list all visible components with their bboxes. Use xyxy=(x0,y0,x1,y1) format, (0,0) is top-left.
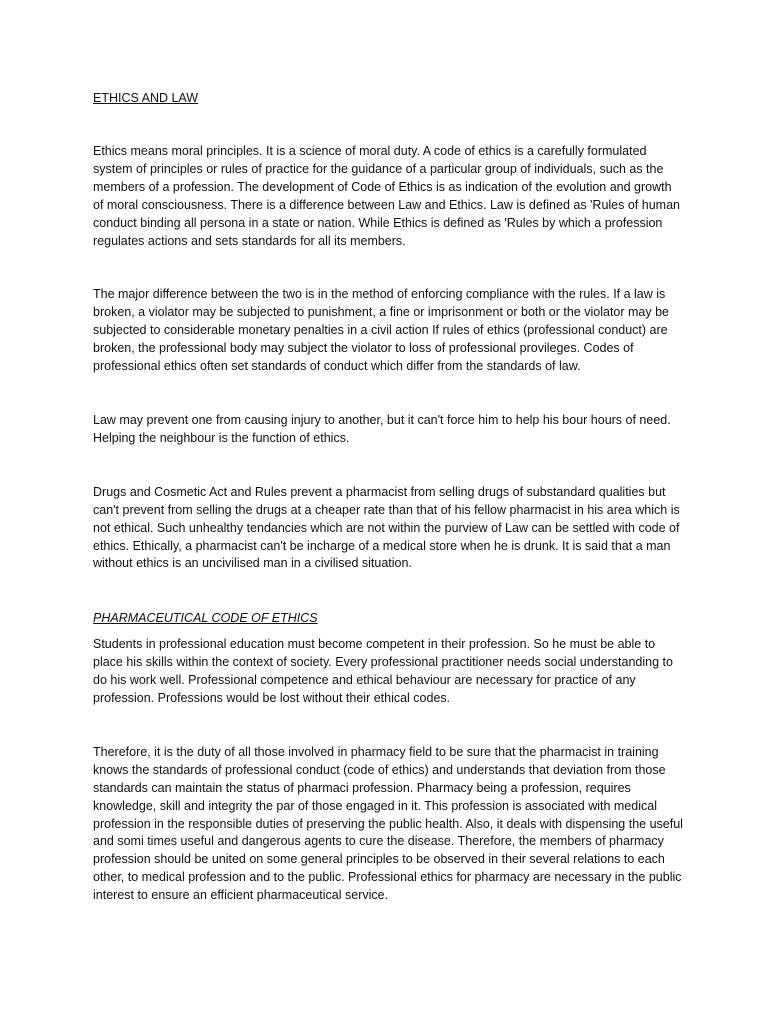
heading-ethics-and-law: ETHICS AND LAW xyxy=(93,91,199,105)
paragraph-law-limitation: Law may prevent one from causing injury to another, but it can't force him to help his bour hours of need. Helping the neighbour is the function of ethics. xyxy=(93,412,671,445)
paragraph-ethics-definition: Ethics means moral principles. It is a science of moral duty. A code of ethics is a carefully formulated system of principles or rules of practice for the guidance of a particular group of individuals, such as the members of a profession. The development of Code of Ethics is as indication of the evolution and growth of moral consciousness. There is a difference between Law and Ethics. Law is defined as 'Rules of human conduct binding all persona in a state or nation. While Ethics is defined as 'Rules by which a profession regulates actions and sets standards for all its members. xyxy=(93,144,680,248)
paragraph-drugs-cosmetic-act: Drugs and Cosmetic Act and Rules prevent a pharmacist from selling drugs of substandard qualities but can't prevent from selling the drugs at a cheaper rate than that of his fellow pharmacist in his area which is not ethical. Such unhealthy tendancies which are not within the purview of Law can be settled with code of ethics. Ethically, a pharmacist can't be incharge of a medical store when he is drunk. It is said that a man without ethics is an uncivilised man in a civilised situation. xyxy=(93,484,680,571)
paragraph-pharmacy-duty: Therefore, it is the duty of all those involved in pharmacy field to be sure that the pharmacist in training knows the standards of professional conduct (code of ethics) and understands that deviation from those standards can maintain the status of pharmaci profession. Pharmacy being a profession, requires knowledge, skill and integrity the par of those engaged in it. This profession is associated with medical profession in the responsible duties of preserving the public health. Also, it deals with dispensing the useful and somi times useful and dangerous agents to cure the disease. Therefore, the members of pharmacy profession should be united on some general principles to be observed in their several relations to each other, to medical profession and to the public. Professional ethics for pharmacy are necessary in the public interest to ensure an efficient pharmaceutical service. xyxy=(93,744,683,903)
paragraph-professional-education: Students in professional education must become competent in their profession. So he must be able to place his skills within the context of society. Every professional practitioner needs social understanding to do his work well. Professional competence and ethical behaviour are necessary for practice of any profession. Professions would be lost without their ethical codes. xyxy=(93,637,673,706)
heading-pharmaceutical-code: PHARMACEUTICAL CODE OF ETHICS xyxy=(93,611,318,626)
document-page xyxy=(93,89,683,905)
paragraph-enforcement-difference: The major difference between the two is in the method of enforcing compliance with the rules. If a law is broken, a violator may be subjected to punishment, a fine or imprisonment or both or the violator may be subjected to considerable monetary penalties in a civil action If rules of ethics (professional conduct) are broken, the professional body may subject the violator to loss of professional provileges. Codes of professional ethics often set standards of conduct which differ from the standards of law. xyxy=(93,287,669,374)
